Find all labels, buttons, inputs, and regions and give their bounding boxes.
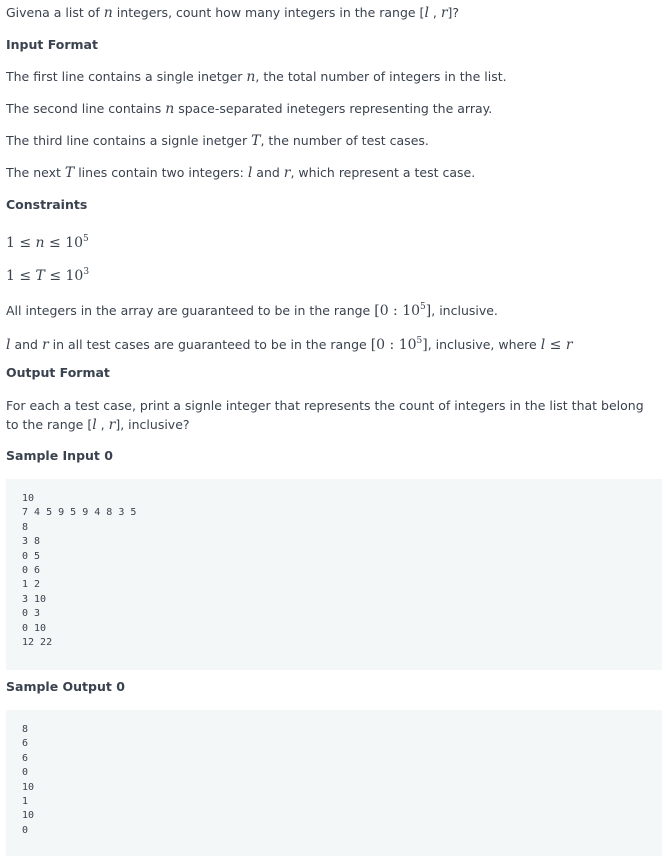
math: 1 ≤ <box>6 268 36 284</box>
var-t: T <box>251 133 261 149</box>
input-line-1 <box>6 68 507 86</box>
var-l: l <box>540 337 546 353</box>
text: , inclusive. <box>431 303 498 318</box>
text: For each a test case, print a signle integer that represents the count of integers in the list that belong to the range [ <box>6 398 644 432</box>
intro-text-2: integers, count how many integers in the range [ <box>112 5 425 20</box>
var-l: l <box>247 165 253 181</box>
constraint-array-range <box>6 298 498 320</box>
input-line-4 <box>6 164 475 182</box>
var-l: l <box>424 5 429 21</box>
text: in all test cases are guaranteed to be in the range <box>48 337 371 352</box>
var-r: r <box>440 5 448 21</box>
constraint-n <box>6 230 89 252</box>
sample-input-heading: Sample Input 0 <box>6 448 113 463</box>
text: , the number of test cases. <box>260 133 429 148</box>
exponent: 5 <box>83 234 89 244</box>
constraint-query-range <box>6 332 573 354</box>
var-n: n <box>35 235 45 251</box>
math: [0 : 10 <box>374 303 421 319</box>
text: The next <box>6 165 65 180</box>
var-n: n <box>246 69 256 85</box>
sample-input-box <box>6 479 662 670</box>
text: and <box>252 165 284 180</box>
input-line-3 <box>6 132 429 150</box>
text: The first line contains a single inetger <box>6 69 247 84</box>
var-l: l <box>6 337 11 353</box>
comma: , <box>428 5 441 20</box>
var-r: r <box>283 165 291 181</box>
input-format-heading: Input Format <box>6 37 98 52</box>
var-t: T <box>35 268 45 284</box>
intro-end: ]? <box>447 5 460 20</box>
sample-input-code: 10 7 4 5 9 5 9 4 8 3 5 8 3 8 0 5 0 6 1 2 3 10 0 3 0 10 12 22 <box>22 493 137 649</box>
input-line-2 <box>6 100 492 118</box>
text: and <box>10 337 42 352</box>
text: , the total number of integers in the list. <box>255 69 507 84</box>
constraint-t <box>6 263 89 285</box>
output-format-heading: Output Format <box>6 365 110 380</box>
math: ≤ 10 <box>44 268 84 284</box>
math: [0 : 10 <box>370 337 417 353</box>
comma: , <box>96 417 109 432</box>
text: , which represent a test case. <box>290 165 476 180</box>
sample-output-heading: Sample Output 0 <box>6 679 125 694</box>
text: ], inclusive? <box>115 417 190 432</box>
text: The second line contains <box>6 101 166 116</box>
text: lines contain two integers: <box>74 165 248 180</box>
var-t: T <box>64 165 75 181</box>
exponent: 3 <box>83 267 90 277</box>
sample-output-box <box>6 710 662 856</box>
exponent: 5 <box>420 302 426 312</box>
var-l: l <box>92 417 97 433</box>
math: ≤ 10 <box>44 235 84 251</box>
var-n: n <box>165 101 175 117</box>
math: ] <box>425 303 432 319</box>
math: 1 ≤ <box>6 235 36 251</box>
problem-intro <box>6 4 459 22</box>
intro-text: Givena a list of <box>6 5 104 20</box>
math: ] <box>422 337 428 353</box>
text: All integers in the array are guaranteed to be in the range <box>6 303 375 318</box>
sample-output-code: 8 6 6 0 10 1 10 0 <box>22 724 35 836</box>
constraints-heading: Constraints <box>6 197 88 212</box>
var-r: r <box>108 417 116 433</box>
output-format-text <box>6 396 652 435</box>
var-r: r <box>565 337 573 353</box>
exponent: 5 <box>416 336 423 346</box>
text: , inclusive, where <box>427 337 541 352</box>
math: ≤ <box>545 337 566 353</box>
var-n: n <box>103 5 113 21</box>
text: space-separated inetegers representing the array. <box>174 101 493 116</box>
text: The third line contains a signle inetger <box>6 133 252 148</box>
var-r: r <box>41 337 49 353</box>
